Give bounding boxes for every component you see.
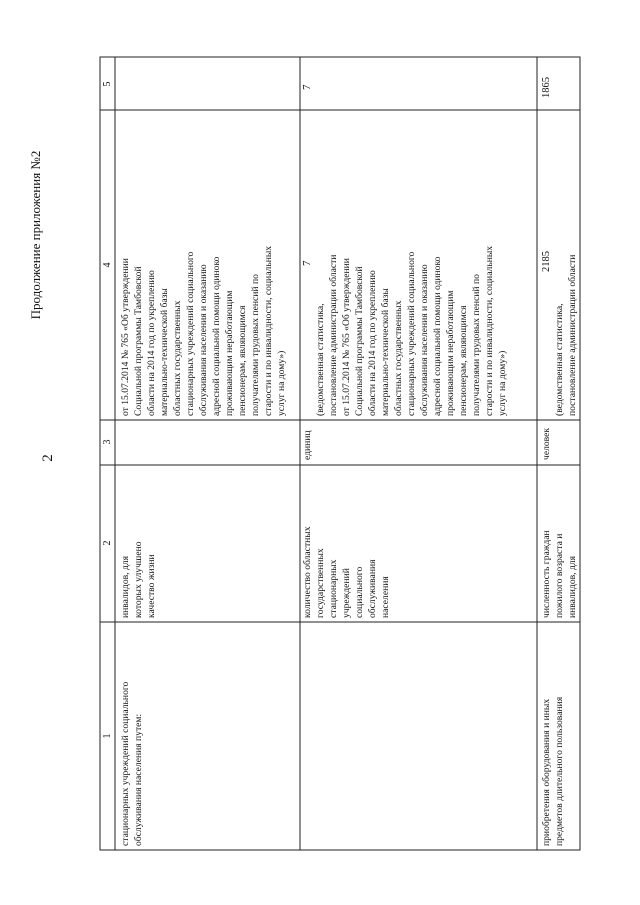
row2-col2-line1: количество областных — [302, 526, 313, 618]
row2-col4-line5: области на 2014 год по укреплению — [367, 270, 378, 416]
row3-col2-line2: пожилого возраста и — [554, 533, 565, 618]
row1-col4-line8: адресной социальной помощи одиноко — [211, 256, 222, 416]
continuation-title: Продолжение приложения №2 — [28, 150, 43, 320]
row3-col2-line3: инвалидов, для — [567, 555, 578, 618]
row1-col4-line3: области на 2014 год по укреплению — [146, 270, 157, 416]
row1-col4-line5: областных государственных — [172, 300, 183, 416]
row2-col4-line8: стационарных учреждений социального — [406, 251, 417, 416]
row2-col4-line2: постановление администрации области — [328, 254, 339, 416]
row1-col1-line2: обслуживания населения путем: — [133, 713, 144, 846]
row1-col4-line1: от 15.07.2014 № 765 «Об утверждении — [120, 258, 131, 416]
row2-col4-line3: от 15.07.2014 № 765 «Об утверждении — [341, 258, 352, 416]
row3-col3-unit: человек — [541, 427, 552, 460]
row1-col4-line7: обслуживания населения и оказанию — [198, 264, 209, 416]
row2-col4-line11: проживающим неработающим — [445, 290, 456, 416]
col-number-4: 4 — [102, 262, 113, 268]
row2-col4-line14: старости и по инвалидности, социальных — [484, 245, 495, 416]
row2-col2-line5: социального — [354, 566, 365, 618]
row3-col1-line2: предметов длительного пользования — [554, 696, 565, 846]
row1-col4-line10: пенсионерам, являющимся — [237, 305, 248, 416]
row1-col1-line1: стационарных учреждений социального — [120, 681, 131, 846]
page-number: 2 — [40, 454, 56, 462]
row1-col4-line11: получателями трудовых пенсий по — [250, 274, 261, 416]
row2-col4-line6: материально-технической базы — [380, 288, 391, 416]
row2-col2-line3: стационарных — [328, 559, 339, 618]
row1-col4-line6: стационарных учреждений социального — [185, 251, 196, 416]
row1-col2-line3: качество жизни — [146, 554, 157, 618]
col-number-2: 2 — [102, 540, 113, 546]
col-number-5: 5 — [102, 81, 113, 87]
row2-col4-line15: услуг на дому») — [497, 350, 508, 416]
row2-col2-line4: учреждений — [341, 568, 352, 618]
row2-col2-line2: государственных — [315, 548, 326, 618]
row2-col4-line1: (ведомственная статистика, — [315, 303, 326, 416]
col-number-3: 3 — [102, 439, 113, 445]
row2-col4-line4: Социальной программы Тамбовской — [354, 266, 365, 416]
row3-col2-line1: численность граждан — [541, 530, 552, 618]
row1-col4-line13: услуг на дому») — [276, 350, 287, 416]
row2-col4-value: 7 — [301, 260, 313, 266]
row2-col4-line7: областных государственных — [393, 300, 404, 416]
row1-col2-line2: которых улучшено — [133, 541, 144, 618]
row2-col4-line10: адресной социальной помощи одиноко — [432, 256, 443, 416]
row1-col4-line9: проживающим неработающим — [224, 290, 235, 416]
row1-col4-line12: старости и по инвалидности, социальных — [263, 245, 274, 416]
row1-col2-line1: инвалидов, для — [120, 555, 131, 618]
row2-col4-line9: обслуживания населения и оказанию — [419, 264, 430, 416]
row3-col4-line2: постановление администрации области — [567, 254, 578, 416]
row1-col4-line2: Социальной программы Тамбовской — [133, 266, 144, 416]
row1-col4-line4: материально-технической базы — [159, 288, 170, 416]
row2-col4-line12: пенсионерам, являющимся — [458, 305, 469, 416]
row2-col3-unit: единиц — [302, 430, 313, 460]
col-number-1: 1 — [102, 733, 113, 739]
row2-col4-line13: получателями трудовых пенсий по — [471, 274, 482, 416]
row2-col2-line6: обслуживания — [367, 559, 378, 618]
row2-col5-value: 7 — [301, 84, 313, 90]
row3-col5-value: 1865 — [541, 77, 552, 98]
row3-col1-line1: приобретения оборудования и иных — [541, 698, 552, 846]
row3-col4-line1: (ведомственная статистика, — [554, 303, 565, 416]
row2-col2-line7: населения — [380, 576, 391, 618]
row3-col4-value: 2185 — [541, 251, 552, 272]
